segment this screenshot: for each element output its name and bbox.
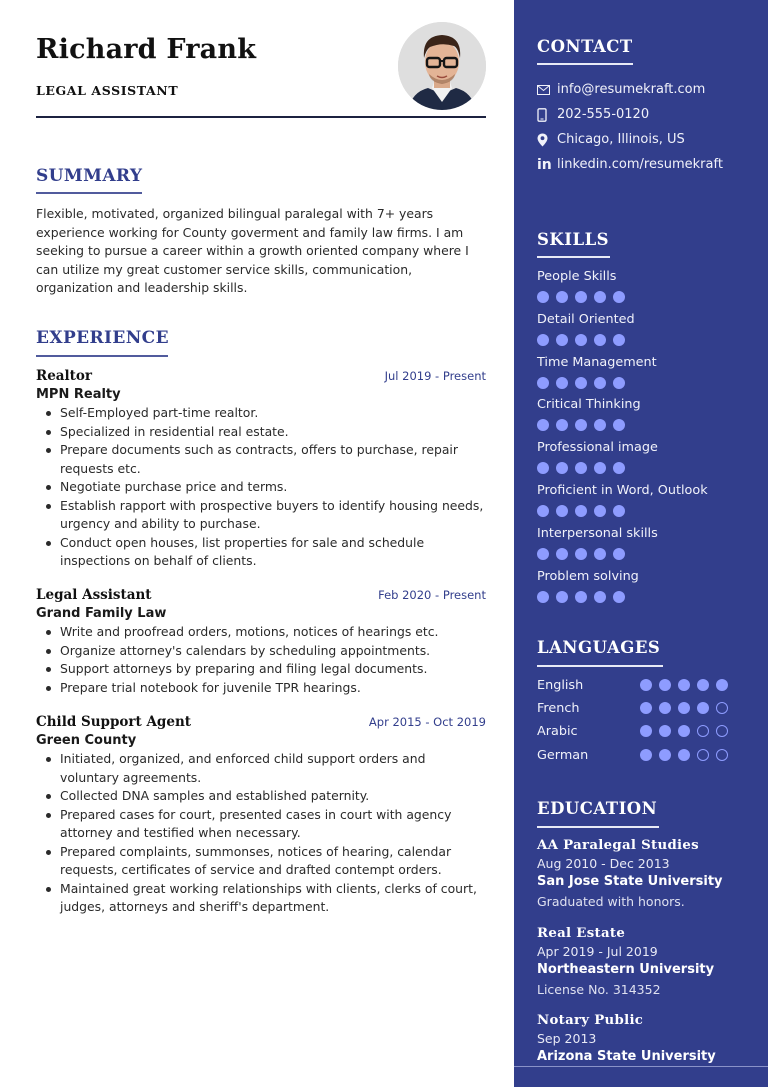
rating-dot-filled-icon (640, 679, 652, 691)
skill-label: Critical Thinking (537, 397, 641, 413)
education-entry (537, 837, 757, 911)
rating-dot-filled-icon (556, 291, 568, 303)
rating-dot-empty-icon (716, 702, 728, 714)
rating-dot-filled-icon (594, 505, 606, 517)
list-item: Establish rapport with prospective buyers to identify housing needs, urgency and ability to purchase. (36, 497, 486, 534)
skill-item (537, 525, 658, 560)
rating-dot-filled-icon (678, 725, 690, 737)
job-company: MPN Realty (36, 387, 121, 402)
list-item: Prepared complaints, summonses, notices of hearing, calendar requests, certificates of service and drafted contempt orders. (36, 843, 486, 880)
rating-dots (640, 702, 728, 714)
education-entry (537, 1012, 757, 1066)
rating-dot-filled-icon (594, 591, 606, 603)
rating-dot-filled-icon (594, 419, 606, 431)
rating-dot-empty-icon (716, 749, 728, 761)
job-date: Jul 2019 - Present (384, 369, 486, 383)
profile-photo (398, 22, 486, 110)
list-item: Prepare trial notebook for juvenile TPR hearings. (36, 679, 486, 698)
rating-dots (537, 505, 708, 517)
rating-dot-filled-icon (575, 334, 587, 346)
rating-dot-filled-icon (575, 462, 587, 474)
rating-dots (537, 591, 639, 603)
list-item: Prepared cases for court, presented cases in court with agency attorney and testified when necessary. (36, 806, 486, 843)
contact-location (537, 130, 747, 150)
summary-text: Flexible, motivated, organized bilingual paralegal with 7+ years experience working for County goverment and family law firms. I am seeking to pursue a career within a growth oriented company where I can utilize my great customer service skills, communication, organization and leadership skills. (36, 206, 469, 295)
rating-dot-empty-icon (716, 725, 728, 737)
rating-dot-filled-icon (716, 679, 728, 691)
rating-dot-filled-icon (537, 548, 549, 560)
languages-heading: LANGUAGES (537, 638, 661, 657)
education-school: Northeastern University (537, 962, 715, 977)
rating-dot-filled-icon (537, 505, 549, 517)
job-entry (36, 586, 486, 697)
job-entry (36, 367, 486, 571)
rating-dot-filled-icon (594, 377, 606, 389)
rating-dot-filled-icon (556, 548, 568, 560)
rating-dots (640, 679, 728, 691)
skill-item (537, 268, 625, 303)
job-title: Legal Assistant (36, 587, 152, 603)
rating-dot-empty-icon (697, 725, 709, 737)
rating-dot-filled-icon (556, 334, 568, 346)
rating-dot-filled-icon (678, 679, 690, 691)
rating-dot-filled-icon (659, 749, 671, 761)
job-company: Green County (36, 733, 137, 748)
rating-dot-filled-icon (556, 591, 568, 603)
job-responsibilities (36, 623, 486, 697)
rating-dot-filled-icon (659, 702, 671, 714)
skill-label: Interpersonal skills (537, 525, 658, 541)
summary-heading-underline (36, 192, 142, 194)
rating-dot-filled-icon (640, 749, 652, 761)
rating-dot-filled-icon (575, 591, 587, 603)
rating-dot-filled-icon (640, 725, 652, 737)
linkedin-icon: in (537, 157, 552, 173)
page-break-line (514, 1066, 768, 1067)
contact-phone[interactable] (537, 105, 747, 125)
rating-dot-filled-icon (594, 548, 606, 560)
rating-dot-filled-icon (556, 419, 568, 431)
rating-dot-filled-icon (613, 548, 625, 560)
rating-dot-filled-icon (556, 505, 568, 517)
education-date: Apr 2019 - Jul 2019 (537, 944, 658, 959)
sidebar (514, 0, 768, 1087)
rating-dot-filled-icon (678, 749, 690, 761)
language-item (537, 700, 737, 718)
rating-dot-filled-icon (537, 462, 549, 474)
list-item: Support attorneys by preparing and filing legal documents. (36, 660, 486, 679)
language-label: German (537, 747, 589, 763)
list-item: Conduct open houses, list properties for sale and schedule inspections on behalf of clients. (36, 534, 486, 571)
profile-photo-illustration (398, 22, 486, 110)
education-date: Aug 2010 - Dec 2013 (537, 856, 670, 871)
rating-dots (537, 291, 625, 303)
education-note: License No. 314352 (537, 982, 661, 997)
education-degree: Notary Public (537, 1013, 644, 1028)
rating-dots (537, 334, 635, 346)
rating-dot-filled-icon (556, 377, 568, 389)
list-item: Organize attorney's calendars by scheduling appointments. (36, 642, 486, 661)
rating-dot-filled-icon (659, 679, 671, 691)
education-school: San Jose State University (537, 874, 723, 889)
list-item: Specialized in residential real estate. (36, 423, 486, 442)
language-item (537, 723, 737, 741)
rating-dot-filled-icon (575, 505, 587, 517)
languages-heading-underline (537, 665, 663, 667)
rating-dot-filled-icon (594, 334, 606, 346)
contact-linkedin[interactable] (537, 155, 732, 175)
contact-heading-underline (537, 63, 633, 65)
list-item: Maintained great working relationships with clients, clerks of court, judges, attorneys and sheriff's department. (36, 880, 486, 917)
job-title: Child Support Agent (36, 714, 192, 730)
language-label: English (537, 678, 584, 693)
skill-label: Professional image (537, 440, 658, 456)
summary-heading: SUMMARY (36, 166, 143, 186)
contact-email[interactable] (537, 80, 747, 100)
candidate-name: Richard Frank (36, 34, 257, 65)
rating-dot-filled-icon (594, 291, 606, 303)
skill-item (537, 396, 641, 431)
job-date: Apr 2015 - Oct 2019 (368, 715, 486, 729)
language-label: French (537, 701, 580, 717)
job-title: Realtor (36, 368, 93, 384)
list-item: Prepare documents such as contracts, offers to purchase, repair requests etc. (36, 441, 486, 478)
skill-label: Detail Oriented (537, 311, 635, 327)
envelope-icon (537, 80, 557, 100)
list-item: Initiated, organized, and enforced child support orders and voluntary agreements. (36, 750, 486, 787)
email-text: info@resumekraft.com (557, 82, 706, 97)
header-divider (36, 116, 486, 118)
rating-dot-filled-icon (594, 462, 606, 474)
rating-dot-filled-icon (556, 462, 568, 474)
rating-dot-filled-icon (697, 679, 709, 691)
job-date: Feb 2020 - Present (378, 588, 486, 602)
rating-dot-filled-icon (537, 377, 549, 389)
skill-item (537, 568, 639, 603)
rating-dots (537, 548, 658, 560)
education-date: Sep 2013 (537, 1031, 597, 1046)
skill-item (537, 482, 708, 517)
rating-dot-filled-icon (537, 591, 549, 603)
skill-item (537, 439, 658, 474)
skills-heading: SKILLS (537, 230, 610, 249)
rating-dot-filled-icon (613, 505, 625, 517)
job-responsibilities (36, 404, 486, 571)
skill-label: People Skills (537, 269, 617, 284)
rating-dot-filled-icon (697, 702, 709, 714)
rating-dot-filled-icon (613, 462, 625, 474)
rating-dots (537, 462, 658, 474)
skills-heading-underline (537, 256, 610, 258)
rating-dot-filled-icon (575, 419, 587, 431)
rating-dot-filled-icon (613, 419, 625, 431)
language-item (537, 747, 737, 765)
rating-dot-filled-icon (537, 291, 549, 303)
rating-dot-empty-icon (697, 749, 709, 761)
skill-label: Proficient in Word, Outlook (537, 483, 708, 498)
rating-dot-filled-icon (613, 377, 625, 389)
education-heading-underline (537, 826, 659, 828)
rating-dot-filled-icon (613, 334, 625, 346)
rating-dot-filled-icon (613, 591, 625, 603)
rating-dot-filled-icon (575, 377, 587, 389)
rating-dot-filled-icon (678, 702, 690, 714)
experience-heading: EXPERIENCE (36, 328, 169, 348)
rating-dot-filled-icon (537, 419, 549, 431)
education-heading: EDUCATION (537, 799, 658, 818)
rating-dot-filled-icon (613, 291, 625, 303)
education-degree: Real Estate (537, 926, 626, 941)
rating-dot-filled-icon (659, 725, 671, 737)
language-label: Arabic (537, 724, 578, 740)
skill-item (537, 354, 657, 389)
location-text: Chicago, Illinois, US (557, 132, 685, 147)
location-pin-icon (537, 130, 557, 150)
rating-dots (537, 377, 657, 389)
experience-heading-underline (36, 355, 168, 357)
job-responsibilities (36, 750, 486, 917)
contact-heading: CONTACT (537, 37, 633, 56)
rating-dot-filled-icon (575, 548, 587, 560)
language-item (537, 677, 737, 695)
list-item: Self-Employed part-time realtor. (36, 404, 486, 423)
job-company: Grand Family Law (36, 606, 167, 621)
rating-dot-filled-icon (640, 702, 652, 714)
rating-dots (537, 419, 641, 431)
rating-dots (640, 725, 728, 737)
skill-label: Problem solving (537, 568, 639, 584)
phone-icon (537, 105, 557, 125)
education-note: Graduated with honors. (537, 894, 685, 909)
rating-dot-filled-icon (575, 291, 587, 303)
candidate-title: LEGAL ASSISTANT (36, 83, 179, 98)
skill-label: Time Management (537, 354, 657, 370)
rating-dots (640, 749, 728, 761)
job-entry (36, 713, 486, 917)
list-item: Negotiate purchase price and terms. (36, 478, 486, 497)
list-item: Collected DNA samples and established paternity. (36, 787, 486, 806)
linkedin-text: linkedin.com/resumekraft (557, 157, 723, 172)
education-school: Arizona State University (537, 1049, 716, 1064)
education-entry (537, 925, 757, 999)
phone-text: 202-555-0120 (557, 107, 650, 122)
rating-dot-filled-icon (537, 334, 549, 346)
skill-item (537, 311, 635, 346)
list-item: Write and proofread orders, motions, notices of hearings etc. (36, 623, 486, 642)
education-degree: AA Paralegal Studies (537, 838, 699, 853)
